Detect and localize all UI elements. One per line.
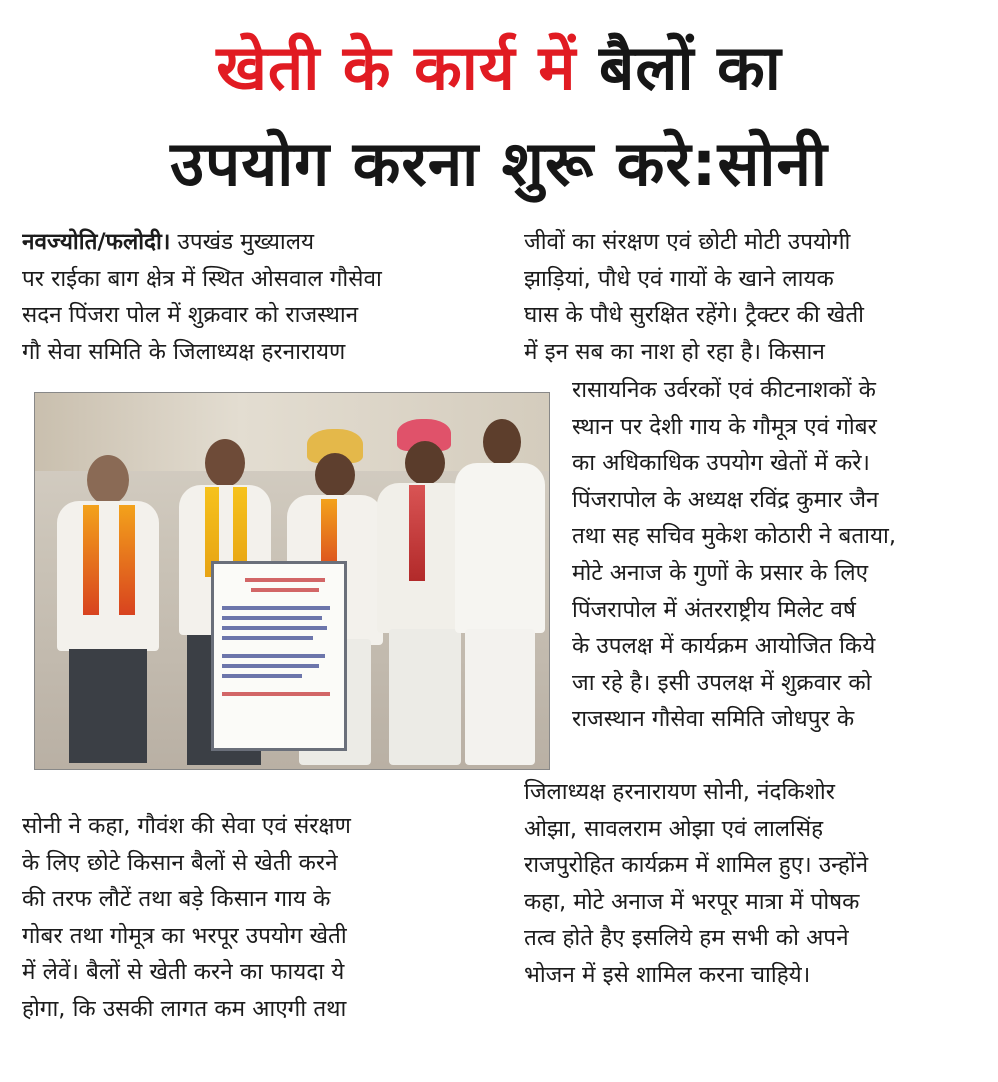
text-line: ओझा, सावलराम ओझा एवं लालसिंह — [524, 815, 824, 842]
text-line: गोबर तथा गोमूत्र का भरपूर उपयोग खेती — [22, 922, 347, 949]
headline-line-1 — [0, 28, 998, 108]
text-line: पिंजरापोल के अध्यक्ष रविंद्र कुमार जैन — [572, 486, 879, 513]
text-line: तत्व होते हैए इसलिये हम सभी को अपने — [524, 925, 849, 952]
held-poster — [211, 561, 347, 751]
text-line: में लेवें। बैलों से खेती करने का फायदा ये — [22, 959, 345, 986]
text-line: गौ सेवा समिति के जिलाध्यक्ष हरनारायण — [22, 338, 346, 365]
text-line: होगा, कि उसकी लागत कम आएगी तथा — [22, 995, 347, 1022]
text-line: मोटे अनाज के गुणों के प्रसार के लिए — [572, 559, 869, 586]
text-line: जिलाध्यक्ष हरनारायण सोनी, नंदकिशोर — [524, 779, 835, 805]
article-right-top — [524, 224, 976, 370]
article-left-bottom — [22, 808, 484, 1028]
text-line: के उपलक्ष में कार्यक्रम आयोजित किये — [572, 633, 876, 660]
text-line: नवज्योति/फलोदी। उपखंड मुख्यालय — [22, 229, 315, 255]
text-line: पर राईका बाग क्षेत्र में स्थित ओसवाल गौसेवा — [22, 265, 382, 292]
text-line: में इन सब का नाश हो रहा है। किसान — [524, 338, 825, 365]
text-line: राजस्थान गौसेवा समिति जोधपुर के — [572, 706, 855, 733]
text-line: घास के पौधे सुरक्षित रहेंगे। ट्रैक्टर की खेती — [524, 302, 864, 329]
text-line: का अधिकाधिक उपयोग खेतों में करे। — [572, 450, 870, 477]
article-left-top — [22, 224, 484, 370]
text-line: की तरफ लौटें तथा बड़े किसान गाय के — [22, 886, 331, 913]
text-line: तथा सह सचिव मुकेश कोठारी ने बताया, — [572, 523, 897, 550]
text-line: जीवों का संरक्षण एवं छोटी मोटी उपयोगी — [524, 229, 851, 255]
text-line: स्थान पर देशी गाय के गौमूत्र एवं गोबर — [572, 413, 877, 440]
headline-black-part: बैलों का — [599, 31, 782, 104]
text-line: सोनी ने कहा, गौवंश की सेवा एवं संरक्षण — [22, 813, 351, 839]
text-line: जा रहे है। इसी उपलक्ष में शुक्रवार को — [572, 669, 872, 696]
dateline: नवज्योति/फलोदी। — [22, 229, 171, 255]
text-line: पिंजरापोल में अंतरराष्ट्रीय मिलेट वर्ष — [572, 596, 856, 623]
headline-red-part: खेती के कार्य में — [216, 31, 577, 104]
person-figure — [53, 449, 163, 769]
headline-line-2: उपयोग करना शुरू करे:सोनी — [170, 127, 828, 200]
article-right-bottom — [524, 774, 976, 994]
text-line: भोजन में इसे शामिल करना चाहिये। — [524, 961, 811, 988]
person-figure — [455, 419, 545, 769]
text-line: झाड़ियां, पौधे एवं गायों के खाने लायक — [524, 265, 834, 292]
article-right-wrap — [572, 372, 976, 738]
text-line: के लिए छोटे किसान बैलों से खेती करने — [22, 849, 338, 876]
text-line: रासायनिक उर्वरकों एवं कीटनाशकों के — [572, 377, 876, 403]
text-line: सदन पिंजरा पोल में शुक्रवार को राजस्थान — [22, 302, 359, 329]
text-line: राजपुरोहित कार्यक्रम में शामिल हुए। उन्होंने — [524, 852, 869, 879]
news-photo — [34, 392, 550, 770]
text-line: कहा, मोटे अनाज में भरपूर मात्रा में पोषक — [524, 888, 860, 915]
